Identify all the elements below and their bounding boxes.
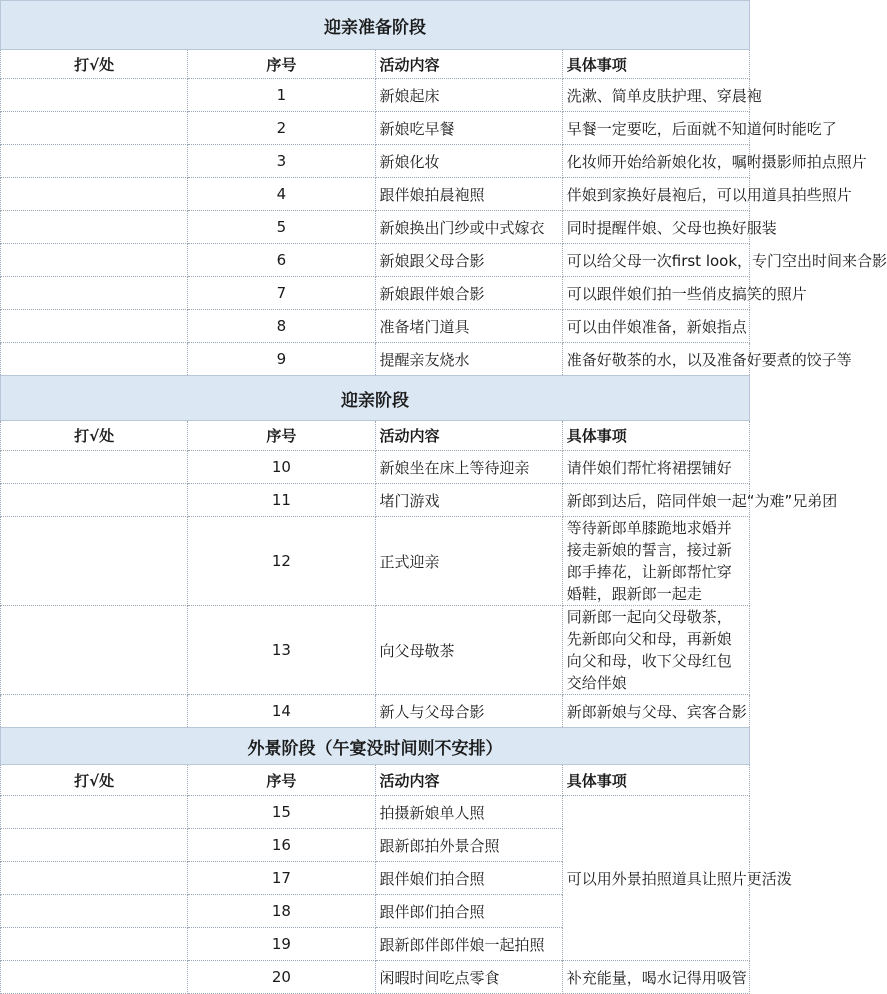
check-cell[interactable] xyxy=(1,895,188,928)
check-cell[interactable] xyxy=(1,451,188,484)
row-activity: 正式迎亲 xyxy=(375,517,562,606)
row-activity: 新娘跟父母合影 xyxy=(375,244,562,277)
row-detail: 洗漱、简单皮肤护理、穿晨袍 xyxy=(562,79,749,112)
row-activity: 新娘坐在床上等待迎亲 xyxy=(375,451,562,484)
check-cell[interactable] xyxy=(1,606,188,695)
row-activity: 向父母敬茶 xyxy=(375,606,562,695)
table-row xyxy=(1,484,750,517)
row-detail: 可以给父母一次first look，专门空出时间来合影 xyxy=(562,244,749,277)
header-check: 打√处 xyxy=(1,50,188,79)
check-cell[interactable] xyxy=(1,517,188,606)
check-cell[interactable] xyxy=(1,695,188,728)
header-activity: 活动内容 xyxy=(375,50,562,79)
header-number: 序号 xyxy=(188,421,375,451)
row-detail: 早餐一定要吃，后面就不知道何时能吃了 xyxy=(562,112,749,145)
table-row xyxy=(1,79,750,112)
row-number: 13 xyxy=(188,606,375,695)
table-row xyxy=(1,178,750,211)
row-number: 7 xyxy=(188,277,375,310)
row-activity: 新人与父母合影 xyxy=(375,695,562,728)
check-cell[interactable] xyxy=(1,310,188,343)
table-row xyxy=(1,961,750,994)
row-number: 9 xyxy=(188,343,375,376)
row-activity: 跟伴娘拍晨袍照 xyxy=(375,178,562,211)
table-row xyxy=(1,451,750,484)
row-detail: 补充能量，喝水记得用吸管 xyxy=(562,961,749,994)
check-cell[interactable] xyxy=(1,961,188,994)
row-number: 18 xyxy=(188,895,375,928)
header-row xyxy=(1,765,750,796)
header-detail: 具体事项 xyxy=(562,765,749,796)
row-number: 20 xyxy=(188,961,375,994)
row-number: 8 xyxy=(188,310,375,343)
row-number: 15 xyxy=(188,796,375,829)
table-row xyxy=(1,606,750,695)
row-number: 10 xyxy=(188,451,375,484)
header-number: 序号 xyxy=(188,50,375,79)
row-activity: 跟伴娘们拍合照 xyxy=(375,862,562,895)
row-detail: 化妆师开始给新娘化妆，嘱咐摄影师拍点照片 xyxy=(562,145,749,178)
row-activity: 新娘换出门纱或中式嫁衣 xyxy=(375,211,562,244)
row-detail-merged: 可以用外景拍照道具让照片更活泼 xyxy=(562,796,749,961)
row-number: 11 xyxy=(188,484,375,517)
row-activity: 跟伴郎们拍合照 xyxy=(375,895,562,928)
row-detail: 同时提醒伴娘、父母也换好服装 xyxy=(562,211,749,244)
section-title: 迎亲阶段 xyxy=(1,376,750,421)
row-activity: 拍摄新娘单人照 xyxy=(375,796,562,829)
check-cell[interactable] xyxy=(1,928,188,961)
row-activity: 堵门游戏 xyxy=(375,484,562,517)
section-title: 外景阶段（午宴没时间则不安排） xyxy=(1,728,750,765)
header-detail: 具体事项 xyxy=(562,421,749,451)
header-number: 序号 xyxy=(188,765,375,796)
row-detail: 同新郎一起向父母敬茶，先新郎向父和母，再新娘向父和母，收下父母红包交给伴娘 xyxy=(562,606,749,695)
check-cell[interactable] xyxy=(1,796,188,829)
row-activity: 新娘起床 xyxy=(375,79,562,112)
table-row xyxy=(1,277,750,310)
header-row xyxy=(1,421,750,451)
row-detail: 新郎到达后，陪同伴娘一起“为难”兄弟团 xyxy=(562,484,749,517)
section-title-row xyxy=(1,1,750,50)
check-cell[interactable] xyxy=(1,343,188,376)
row-number: 4 xyxy=(188,178,375,211)
row-activity: 跟新郎伴郎伴娘一起拍照 xyxy=(375,928,562,961)
row-number: 12 xyxy=(188,517,375,606)
table-row xyxy=(1,244,750,277)
row-detail: 新郎新娘与父母、宾客合影 xyxy=(562,695,749,728)
check-cell[interactable] xyxy=(1,145,188,178)
header-activity: 活动内容 xyxy=(375,765,562,796)
check-cell[interactable] xyxy=(1,211,188,244)
table-row xyxy=(1,796,750,829)
row-detail: 请伴娘们帮忙将裙摆铺好 xyxy=(562,451,749,484)
check-cell[interactable] xyxy=(1,178,188,211)
table-row xyxy=(1,695,750,728)
check-cell[interactable] xyxy=(1,829,188,862)
section-title-row xyxy=(1,728,750,765)
check-cell[interactable] xyxy=(1,79,188,112)
row-detail: 可以跟伴娘们拍一些俏皮搞笑的照片 xyxy=(562,277,749,310)
header-check: 打√处 xyxy=(1,421,188,451)
row-detail: 准备好敬茶的水，以及准备好要煮的饺子等 xyxy=(562,343,749,376)
row-number: 19 xyxy=(188,928,375,961)
row-detail: 等待新郎单膝跪地求婚并接走新娘的誓言，接过新郎手捧花，让新郎帮忙穿婚鞋，跟新郎一起走 xyxy=(562,517,749,606)
table-row xyxy=(1,145,750,178)
section-title: 迎亲准备阶段 xyxy=(1,1,750,50)
check-cell[interactable] xyxy=(1,862,188,895)
check-cell[interactable] xyxy=(1,244,188,277)
header-detail: 具体事项 xyxy=(562,50,749,79)
table-row xyxy=(1,310,750,343)
check-cell[interactable] xyxy=(1,277,188,310)
section-title-row xyxy=(1,376,750,421)
table-row xyxy=(1,343,750,376)
row-detail: 可以由伴娘准备，新娘指点 xyxy=(562,310,749,343)
row-number: 2 xyxy=(188,112,375,145)
check-cell[interactable] xyxy=(1,112,188,145)
header-activity: 活动内容 xyxy=(375,421,562,451)
row-number: 14 xyxy=(188,695,375,728)
row-activity: 跟新郎拍外景合照 xyxy=(375,829,562,862)
table-row xyxy=(1,112,750,145)
header-row xyxy=(1,50,750,79)
row-activity: 准备堵门道具 xyxy=(375,310,562,343)
row-activity: 闲暇时间吃点零食 xyxy=(375,961,562,994)
row-activity: 新娘跟伴娘合影 xyxy=(375,277,562,310)
row-number: 16 xyxy=(188,829,375,862)
header-check: 打√处 xyxy=(1,765,188,796)
row-number: 1 xyxy=(188,79,375,112)
row-number: 17 xyxy=(188,862,375,895)
row-number: 3 xyxy=(188,145,375,178)
row-number: 6 xyxy=(188,244,375,277)
row-detail: 伴娘到家换好晨袍后，可以用道具拍些照片 xyxy=(562,178,749,211)
row-activity: 新娘化妆 xyxy=(375,145,562,178)
check-cell[interactable] xyxy=(1,484,188,517)
row-activity: 新娘吃早餐 xyxy=(375,112,562,145)
table-row xyxy=(1,211,750,244)
row-activity: 提醒亲友烧水 xyxy=(375,343,562,376)
row-number: 5 xyxy=(188,211,375,244)
table-row xyxy=(1,517,750,606)
